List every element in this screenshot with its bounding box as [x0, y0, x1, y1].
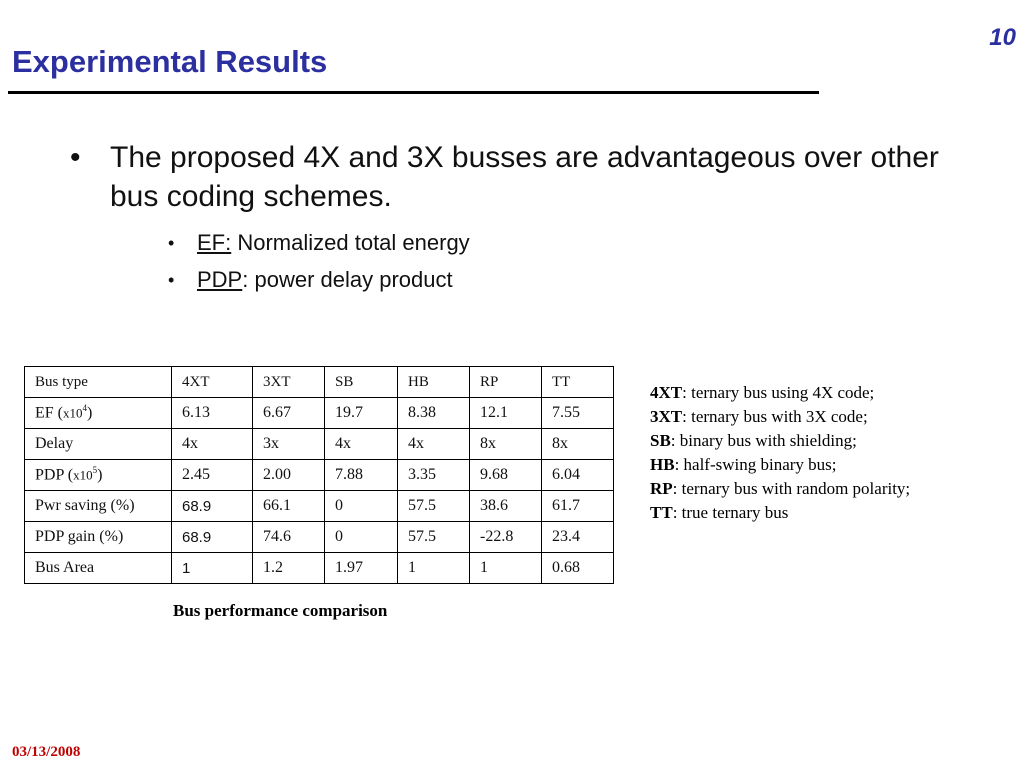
table-cell: 4x: [398, 429, 470, 460]
table-cell: 6.67: [253, 398, 325, 429]
table-cell: 57.5: [398, 491, 470, 522]
term-pdp-desc: : power delay product: [242, 267, 453, 292]
table-header: SB: [325, 367, 398, 398]
term-ef-desc: Normalized total energy: [231, 230, 470, 255]
table-cell: 1.2: [253, 553, 325, 584]
table-header: 4XT: [172, 367, 253, 398]
table-cell: 12.1: [470, 398, 542, 429]
legend-item: SB: binary bus with shielding;: [650, 431, 857, 450]
sub-bullet-ef: [168, 230, 990, 256]
table-cell: 0: [325, 522, 398, 553]
table-cell: 4x: [172, 429, 253, 460]
table-cell: 57.5: [398, 522, 470, 553]
row-label: Pwr saving (%): [25, 491, 172, 522]
row-label: PDP gain (%): [25, 522, 172, 553]
table-cell: 66.1: [253, 491, 325, 522]
table-cell: 19.7: [325, 398, 398, 429]
bullet-icon: •: [168, 270, 175, 290]
term-ef: EF:: [197, 230, 232, 255]
bullet-icon: •: [168, 233, 175, 253]
sub-bullet-pdp: [168, 267, 990, 293]
table-row: [25, 491, 614, 522]
table-caption: Bus performance comparison: [173, 601, 388, 620]
table-cell: 1: [172, 553, 253, 584]
table-cell: 6.04: [542, 460, 614, 491]
row-label: Delay: [25, 429, 172, 460]
main-bullet: [70, 138, 990, 216]
legend-item: TT: true ternary bus: [650, 503, 789, 522]
table-cell: 2.00: [253, 460, 325, 491]
legend-item: 3XT: ternary bus with 3X code;: [650, 407, 868, 426]
slide-date: 03/13/2008: [12, 744, 81, 760]
table-cell: 23.4: [542, 522, 614, 553]
abbreviation-legend: [650, 381, 910, 525]
table-cell: 68.9: [172, 522, 253, 553]
table-row: [25, 460, 614, 491]
row-label: Bus Area: [25, 553, 172, 584]
table-header-row: [25, 367, 614, 398]
table-cell: 3.35: [398, 460, 470, 491]
row-label: PDP $(x10^5)$: [25, 460, 172, 491]
table-cell: 9.68: [470, 460, 542, 491]
table-header: 3XT: [253, 367, 325, 398]
table-cell: 74.6: [253, 522, 325, 553]
title-divider: [8, 91, 819, 94]
table-header: TT: [542, 367, 614, 398]
table-cell: 8.38: [398, 398, 470, 429]
table-header: Bus type: [25, 367, 172, 398]
table-cell: 7.55: [542, 398, 614, 429]
legend-item: 4XT: ternary bus using 4X code;: [650, 383, 875, 402]
table-cell: 3x: [253, 429, 325, 460]
legend-item: HB: half-swing binary bus;: [650, 455, 837, 474]
table-cell: 0.68: [542, 553, 614, 584]
table-cell: 38.6: [470, 491, 542, 522]
slide-title: Experimental Results: [12, 44, 328, 79]
table-cell: 0: [325, 491, 398, 522]
legend-item: RP: ternary bus with random polarity;: [650, 479, 911, 498]
bus-performance-table: [24, 366, 614, 584]
bullet-list: [70, 138, 990, 304]
table-cell: 8x: [542, 429, 614, 460]
table-cell: 1: [470, 553, 542, 584]
table-cell: 6.13: [172, 398, 253, 429]
table-cell: 4x: [325, 429, 398, 460]
row-label: EF $(x10^4)$: [25, 398, 172, 429]
table-row: [25, 398, 614, 429]
main-bullet-text: The proposed 4X and 3X busses are advantageous over other bus coding schemes.: [110, 141, 939, 213]
table-cell: 8x: [470, 429, 542, 460]
table-row: [25, 522, 614, 553]
term-pdp: PDP: [197, 267, 243, 292]
table-cell: 2.45: [172, 460, 253, 491]
bullet-icon: •: [70, 141, 81, 174]
table-header: HB: [398, 367, 470, 398]
table-header: RP: [470, 367, 542, 398]
table-row: [25, 429, 614, 460]
table-cell: 1: [398, 553, 470, 584]
table-cell: -22.8: [470, 522, 542, 553]
slide-number: 10: [989, 24, 1016, 51]
table-cell: 68.9: [172, 491, 253, 522]
table-cell: 7.88: [325, 460, 398, 491]
table-row: [25, 553, 614, 584]
sub-bullet-list: [168, 230, 990, 293]
table-cell: 1.97: [325, 553, 398, 584]
table-cell: 61.7: [542, 491, 614, 522]
